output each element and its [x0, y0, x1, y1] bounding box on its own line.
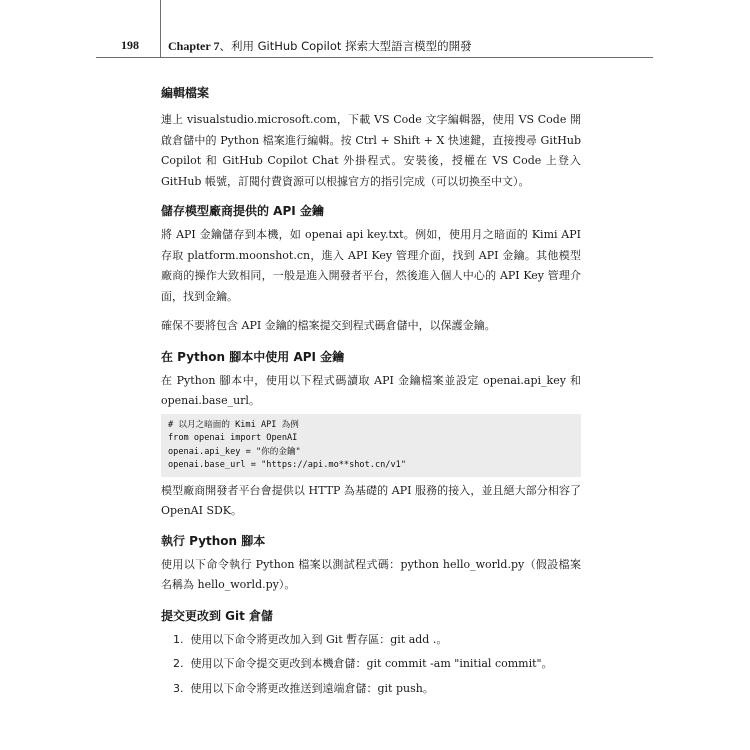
paragraph-sdk-compat: 模型廠商開發者平台會提供以 HTTP 為基礎的 API 服務的接入，並且絕大部分相容了 OpenAI SDK。 [161, 483, 581, 517]
section-heading-use-key-in-python: 在 Python 腳本中使用 API 金鑰 [161, 349, 345, 364]
code-block [161, 414, 581, 477]
section-heading-edit-files: 編輯檔案 [161, 86, 210, 100]
page-number: 198 [121, 38, 139, 52]
git-steps-list [161, 628, 581, 702]
step-text: 使用以下命令將更改推送到遠端倉儲：git push。 [190, 681, 434, 695]
header-horizontal-rule [96, 57, 653, 58]
step-number: 3. [173, 681, 184, 695]
code-line: openai.api_key = "你的金鑰" [168, 446, 301, 457]
code-line: # 以月之暗面的 Kimi API 為例 [168, 419, 299, 430]
list-item [161, 628, 581, 653]
paragraph-store-api-key: 將 API 金鑰儲存到本機，如 openai api key.txt。例如，使用月之暗面的 Kimi API 存取 platform.moonshot.cn，進入 API Key 管理介面，找到 API 金鑰。其他模型廠商的操作大致相同，一般是進入開發者平台，然後進入個人中心的 API Key 管理介面，找到金鑰。 [161, 228, 581, 303]
chapter-label: Chapter 7 [168, 39, 220, 53]
header-vertical-rule [160, 0, 161, 58]
list-item [161, 677, 581, 702]
page-body [161, 84, 581, 701]
section-heading-run-script: 執行 Python 腳本 [161, 533, 266, 548]
paragraph-protect-key: 確保不要將包含 API 金鑰的檔案提交到程式碼倉儲中，以保護金鑰。 [161, 319, 496, 332]
section-heading-git-commit: 提交更改到 Git 倉儲 [161, 608, 274, 623]
paragraph-edit-files: 連上 visualstudio.microsoft.com，下載 VS Code 文字編輯器，使用 VS Code 開啟倉儲中的 Python 檔案進行編輯。按 Ctrl + Shift + X 快速鍵，直接搜尋 GitHub Copilot 和 GitHub Copilot Chat 外掛程式。安裝後，授權在 VS Code 上登入 GitHub 帳號，訂閱付費資源可以根據官方的指引完成（可以切換至中文）。 [161, 113, 581, 188]
code-line: from openai import OpenAI [168, 433, 298, 443]
step-text: 使用以下命令將更改加入到 Git 暫存區：git add .。 [190, 632, 448, 646]
code-line: openai.base_url = "https://api.mo**shot.cn/v1" [168, 460, 406, 470]
paragraph-use-key-in-python: 在 Python 腳本中，使用以下程式碼讀取 API 金鑰檔案並設定 openai.api_key 和 openai.base_url。 [161, 373, 581, 407]
paragraph-run-script: 使用以下命令執行 Python 檔案以測試程式碼：python hello_world.py（假設檔案名稱為 hello_world.py）。 [161, 557, 581, 591]
section-heading-store-api-key: 儲存模型廠商提供的 API 金鑰 [161, 204, 324, 218]
chapter-title: 、利用 GitHub Copilot 探索大型語言模型的開發 [219, 39, 472, 53]
step-number: 2. [173, 657, 184, 670]
step-number: 1. [173, 632, 184, 646]
running-head [168, 38, 472, 54]
list-item [161, 652, 581, 677]
step-text: 使用以下命令提交更改到本機倉儲：git commit -am "initial commit"。 [190, 657, 553, 670]
